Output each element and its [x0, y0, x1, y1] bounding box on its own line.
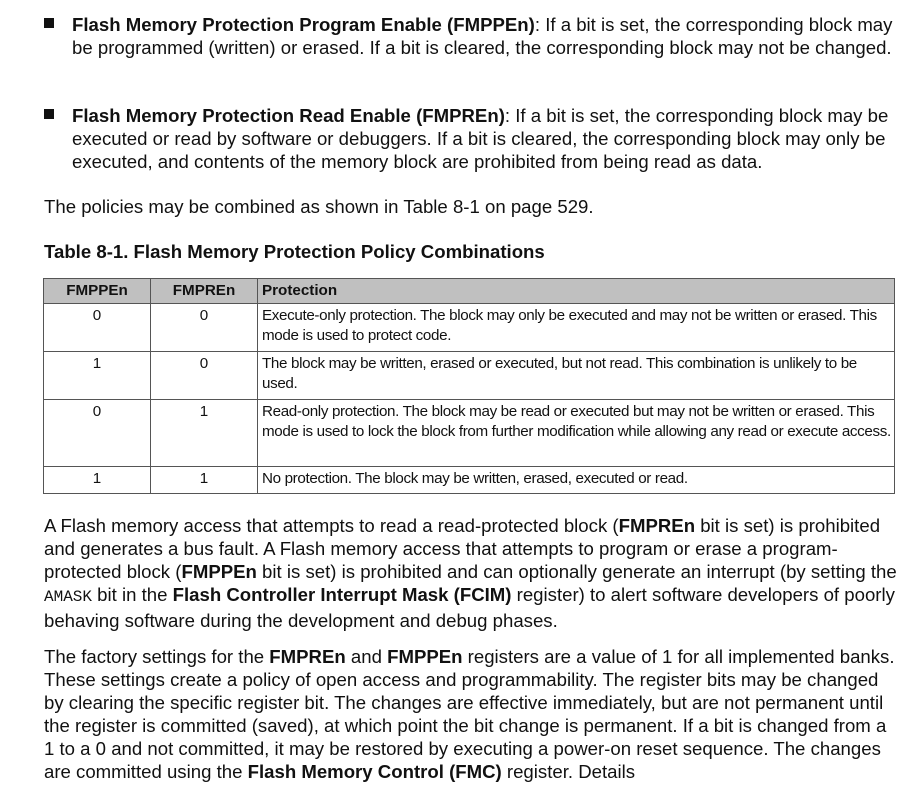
bus-fault-paragraph — [44, 514, 900, 632]
factory-settings-paragraph — [44, 645, 900, 783]
text-run: A Flash memory access that attempts to read a read-protected block ( — [44, 515, 619, 536]
text-run: register) to alert software developers of poorly behaving software during the development and debug phases. — [44, 584, 895, 631]
text-run: bit is set) is prohibited and can optionally generate an interrupt (by setting the — [256, 561, 897, 582]
cell-fmppen: 1 — [44, 352, 151, 400]
header-protection: Protection — [258, 279, 895, 304]
header-fmpren: FMPREn — [151, 279, 258, 304]
text-run: registers are a value of 1 for all implemented banks. These settings create a policy of open access and programmability. The register bits may be changed by clearing the specific register bit. The changes are effective immediately, but are not permanent until the register is committed (saved), at which point the bit change is permanent. If a bit is changed from a 1 to a 0 and not committed, it may be restored by executing a power-on reset sequence. The changes are committed using the — [44, 646, 895, 782]
register-fmpren: FMPREn — [618, 515, 696, 536]
text-run: register. Details — [501, 761, 636, 782]
code-amask: AMASK — [44, 588, 93, 606]
table-row — [44, 467, 895, 494]
table-row — [44, 352, 895, 400]
cell-protection: The block may be written, erased or executed, but not read. This combination is unlikely to be used. — [258, 352, 895, 400]
register-fmpren: FMPREn — [269, 646, 346, 667]
table-caption: Table 8-1. Flash Memory Protection Policy Combinations — [44, 241, 545, 262]
register-fmppen: FMPPEn — [387, 646, 463, 667]
cell-fmpren: 0 — [151, 352, 258, 400]
cell-fmppen: 1 — [44, 467, 151, 494]
text-run: and — [345, 646, 388, 667]
bullet-square-icon — [44, 18, 54, 28]
bullet-term: Flash Memory Protection Read Enable (FMPREn) — [72, 105, 505, 126]
protection-policy-table — [43, 278, 895, 494]
table-header-row — [44, 279, 895, 304]
table-row — [44, 400, 895, 467]
bullet-term: Flash Memory Protection Program Enable (FMPPEn) — [72, 14, 535, 35]
bullet-square-icon — [44, 109, 54, 119]
text-run: bit in the — [92, 584, 173, 605]
cell-fmppen: 0 — [44, 304, 151, 352]
bullet-description: : If a bit is set, the corresponding block may be programmed (written) or erased. If a bit is cleared, the corresponding block may not be changed. — [72, 14, 893, 58]
register-fcim: Flash Controller Interrupt Mask (FCIM) — [172, 584, 512, 605]
register-fmc: Flash Memory Control (FMC) — [247, 761, 502, 782]
header-fmppen: FMPPEn — [44, 279, 151, 304]
cell-fmpren: 1 — [151, 400, 258, 467]
text-run: bit is set) is prohibited and generates a bus fault. A Flash memory access that attempts to program or erase a program-protected block ( — [44, 515, 881, 582]
cell-protection: Execute-only protection. The block may only be executed and may not be written or erased. This mode is used to protect code. — [258, 304, 895, 352]
intro-paragraph: The policies may be combined as shown in Table 8-1 on page 529. — [44, 196, 594, 217]
text-run: The factory settings for the — [44, 646, 270, 667]
register-fmppen: FMPPEn — [181, 561, 257, 582]
bullet-text — [72, 104, 898, 173]
cell-protection: Read-only protection. The block may be read or executed but may not be written or erased. This mode is used to lock the block from further modification while allowing any read or execute access. — [258, 400, 895, 467]
cell-fmpren: 1 — [151, 467, 258, 494]
cell-fmpren: 0 — [151, 304, 258, 352]
bullet-description: : If a bit is set, the corresponding block may be executed or read by software or debuggers. If a bit is cleared, the corresponding block may only be executed, and contents of the memory block are prohibited from being read as data. — [72, 105, 889, 172]
cell-fmppen: 0 — [44, 400, 151, 467]
cell-protection: No protection. The block may be written, erased, executed or read. — [258, 467, 895, 494]
table-row — [44, 304, 895, 352]
bullet-text — [72, 13, 898, 59]
